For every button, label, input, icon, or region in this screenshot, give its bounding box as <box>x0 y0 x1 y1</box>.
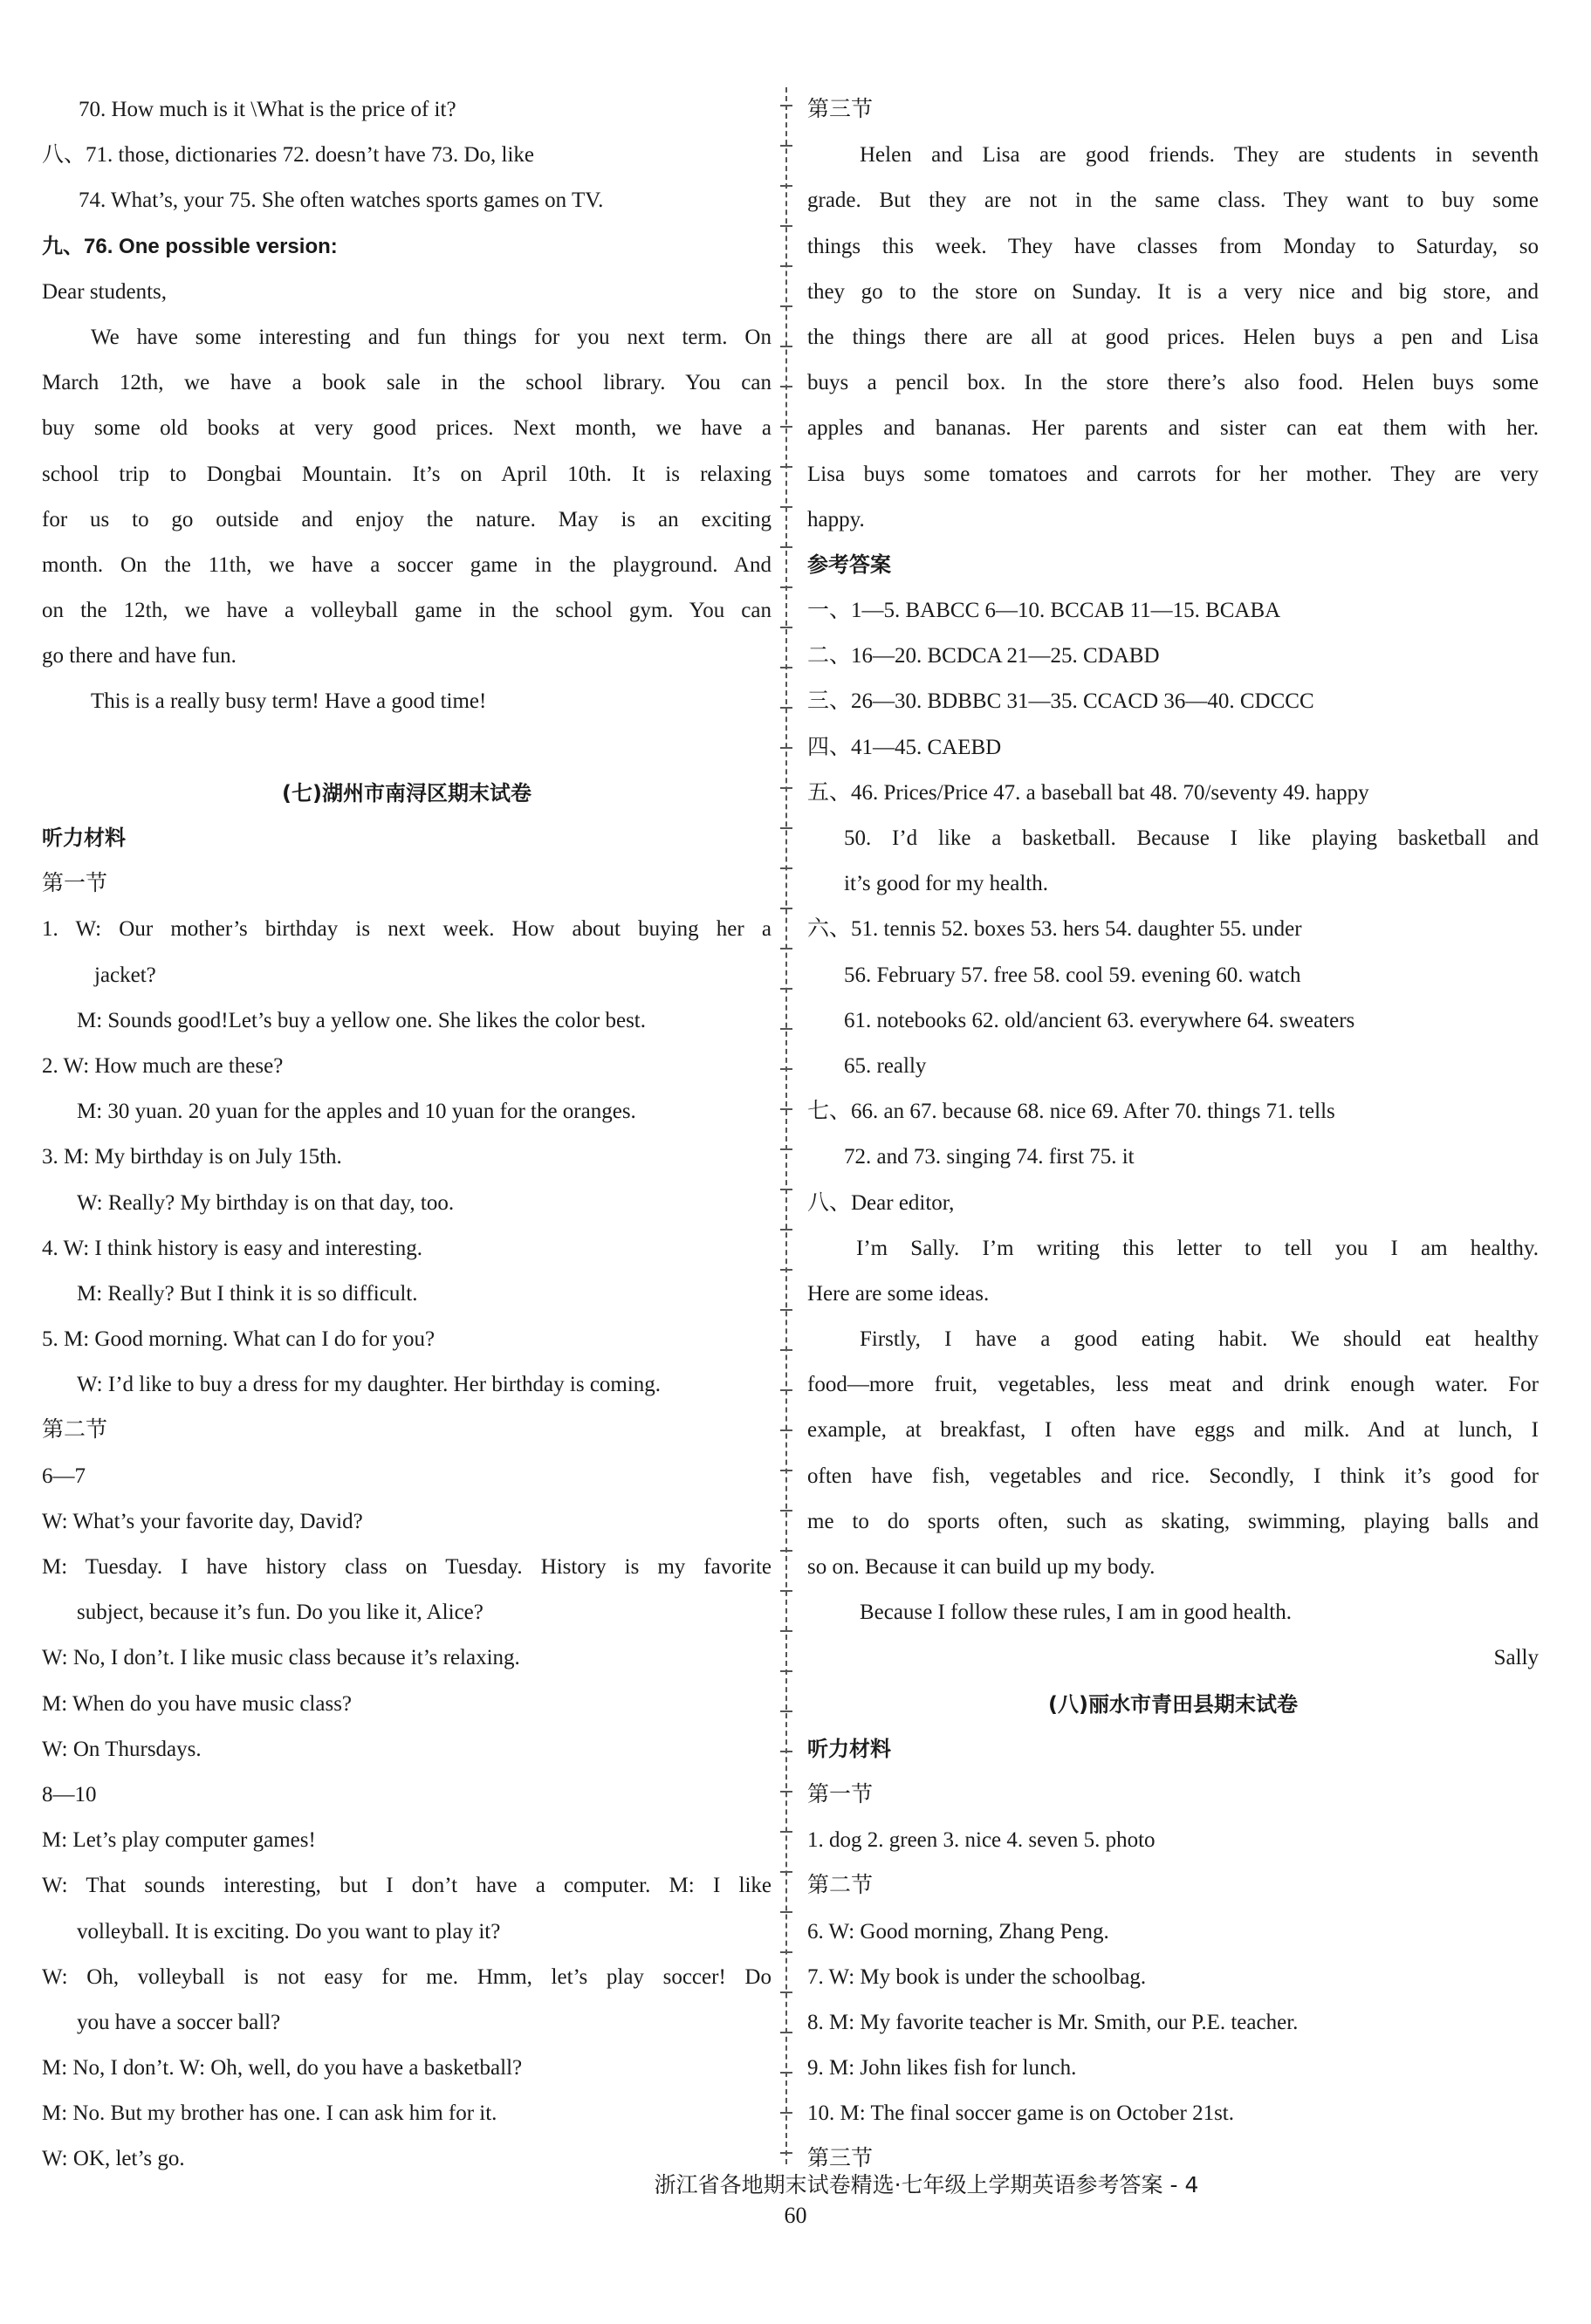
text-line: buy some old books at very good prices. Next month, we have a <box>42 416 771 441</box>
divider-tick <box>780 948 792 949</box>
text-line: W: Really? My birthday is on that day, too. <box>77 1190 455 1215</box>
text-line: Lisa buys some tomatoes and carrots for her mother. They are very <box>807 462 1539 486</box>
text-line: 4. W: I think history is easy and interesting. <box>42 1236 423 1260</box>
divider-tick <box>780 1349 792 1351</box>
divider-tick <box>780 988 792 990</box>
text-line: you have a soccer ball? <box>77 2010 281 2034</box>
divider-tick <box>780 105 792 106</box>
text-line: apples and bananas. Her parents and sister can eat them with her. <box>807 416 1539 441</box>
text-line: often have fish, vegetables and rice. Secondly, I think it’s good for <box>807 1464 1539 1488</box>
text-line: so on. Because it can build up my body. <box>807 1555 1156 1579</box>
text-line: 八、71. those, dictionaries 72. doesn’t have 73. Do, like <box>42 143 535 168</box>
divider-tick <box>780 1710 792 1712</box>
text-line: M: Sounds good!Let’s buy a yellow one. She likes the color best. <box>77 1008 647 1032</box>
text-line: 五、46. Prices/Price 47. a baseball bat 48. 70/seventy 49. happy <box>807 780 1369 805</box>
divider-tick <box>780 1751 792 1752</box>
text-line: 3. M: My birthday is on July 15th. <box>42 1145 342 1169</box>
divider-tick <box>780 867 792 869</box>
divider-tick <box>780 1951 792 1953</box>
text-line: 72. and 73. singing 74. first 75. it <box>844 1145 1135 1169</box>
divider-tick <box>780 466 792 468</box>
text-line: the things there are all at good prices. Helen buys a pen and Lisa <box>807 325 1539 349</box>
text-line: on the 12th, we have a volleyball game in the school gym. You can <box>42 599 771 623</box>
text-line: W: On Thursdays. <box>42 1737 202 1761</box>
divider-tick <box>780 1269 792 1271</box>
divider-tick <box>780 908 792 909</box>
text-line: school trip to Dongbai Mountain. It’s on April 10th. It is relaxing <box>42 462 771 486</box>
divider-tick <box>780 1831 792 1833</box>
divider-tick <box>780 2072 792 2074</box>
text-line: W: That sounds interesting, but I don’t have a computer. M: I like <box>42 1874 771 1898</box>
divider-tick <box>780 225 792 227</box>
text-line: month. On the 11th, we have a soccer game in the playground. And <box>42 552 771 577</box>
divider-tick <box>780 265 792 267</box>
text-line: 5. M: Good morning. What can I do for you? <box>42 1327 435 1352</box>
text-line: M: Tuesday. I have history class on Tuesday. History is my favorite <box>42 1555 771 1579</box>
text-line: W: I’d like to buy a dress for my daughter. Her birthday is coming. <box>77 1373 662 1397</box>
divider-tick <box>780 707 792 709</box>
divider-tick <box>780 667 792 668</box>
text-line: This is a really busy term! Have a good time! <box>91 689 487 714</box>
text-line: We have some interesting and fun things for you next term. On <box>91 325 771 349</box>
text-line: 听力材料 <box>807 1737 891 1761</box>
text-line: 第一节 <box>807 1782 874 1806</box>
divider-tick <box>780 1429 792 1431</box>
text-line: 65. really <box>844 1053 927 1078</box>
divider-tick <box>780 346 792 347</box>
divider-tick <box>780 1992 792 1993</box>
text-line: food—more fruit, vegetables, less meat and drink enough water. For <box>807 1373 1539 1397</box>
text-line: happy. <box>807 507 865 531</box>
right-column <box>807 87 1539 2183</box>
text-line: 6. W: Good morning, Zhang Peng. <box>807 1919 1109 1944</box>
divider-tick <box>780 787 792 789</box>
divider-tick <box>780 2152 792 2154</box>
text-line: 6—7 <box>42 1464 86 1488</box>
text-line: 参考答案 <box>807 552 891 577</box>
divider-tick <box>780 386 792 387</box>
divider-tick <box>780 1630 792 1632</box>
text-line: go there and have fun. <box>42 644 237 668</box>
text-line: 7. W: My book is under the schoolbag. <box>807 1964 1147 1989</box>
text-line: Here are some ideas. <box>807 1281 990 1306</box>
text-line: 2. W: How much are these? <box>42 1053 284 1078</box>
text-line: Helen and Lisa are good friends. They are students in seventh <box>860 143 1539 168</box>
page-number: 60 <box>784 2203 807 2228</box>
divider-tick <box>780 2112 792 2114</box>
divider-tick <box>780 627 792 628</box>
divider-tick <box>780 1309 792 1311</box>
divider-tick <box>780 426 792 428</box>
text-line: buys a pencil box. In the store there’s also food. Helen buys some <box>807 371 1539 395</box>
text-line: M: Let’s play computer games! <box>42 1828 316 1853</box>
text-line: M: No. But my brother has one. I can ask him for it. <box>42 2101 497 2126</box>
text-line: they go to the store on Sunday. It is a very nice and big store, and <box>807 279 1539 304</box>
text-line: W: What’s your favorite day, David? <box>42 1509 363 1533</box>
section-heading: (七)湖州市南浔区期末试卷 <box>282 780 531 806</box>
text-line: 六、51. tennis 52. boxes 53. hers 54. daughter 55. under <box>807 917 1302 942</box>
text-line: 一、1—5. BABCC 6—10. BCCAB 11—15. BCABA <box>807 599 1281 623</box>
divider-tick <box>780 506 792 508</box>
text-line: 四、41—45. CAEBD <box>807 735 1002 759</box>
text-line: 56. February 57. free 58. cool 59. evening 60. watch <box>844 963 1301 987</box>
section-heading: (八)丽水市青田县期末试卷 <box>1048 1691 1298 1717</box>
divider-tick <box>780 586 792 588</box>
divider-tick <box>780 1670 792 1672</box>
footer-title: 浙江省各地期末试卷精选·七年级上学期英语参考答案 - 4 <box>654 2172 1199 2197</box>
text-line: subject, because it’s fun. Do you like it, Alice? <box>77 1601 483 1625</box>
divider-tick <box>780 1389 792 1391</box>
column-divider <box>785 87 787 2164</box>
text-line: 三、26—30. BDBBC 31—35. CCACD 36—40. CDCCC <box>807 689 1314 714</box>
left-column <box>42 87 771 2183</box>
divider-tick <box>780 1550 792 1552</box>
text-line: it’s good for my health. <box>844 872 1048 896</box>
divider-tick <box>780 747 792 749</box>
text-line: 1. W: Our mother’s birthday is next week. How about buying her a <box>42 917 771 942</box>
text-line: 74. What’s, your 75. She often watches sports games on TV. <box>79 189 604 213</box>
text-line: 第二节 <box>42 1418 108 1443</box>
text-line: Because I follow these rules, I am in good health. <box>860 1601 1292 1625</box>
text-line: for us to go outside and enjoy the nature. May is an exciting <box>42 507 771 531</box>
divider-tick <box>780 1148 792 1150</box>
text-line: 70. How much is it \What is the price of it? <box>79 98 456 121</box>
text-line: 七、66. an 67. because 68. nice 69. After 70. things 71. tells <box>807 1100 1335 1124</box>
text-line: 听力材料 <box>42 826 126 850</box>
divider-tick <box>780 1068 792 1070</box>
text-line: W: Oh, volleyball is not easy for me. Hmm, let’s play soccer! Do <box>42 1964 771 1989</box>
text-line: example, at breakfast, I often have eggs and milk. And at lunch, I <box>807 1418 1539 1443</box>
text-line: 1. dog 2. green 3. nice 4. seven 5. photo <box>807 1828 1156 1853</box>
divider-tick <box>780 1911 792 1913</box>
text-line: W: OK, let’s go. <box>42 2147 185 2171</box>
page-footer <box>0 2168 1591 2229</box>
text-line: M: When do you have music class? <box>42 1691 353 1716</box>
divider-tick <box>780 305 792 307</box>
divider-tick <box>780 1590 792 1592</box>
text-line: 九、76. One possible version: <box>42 234 338 258</box>
text-line: Dear students, <box>42 279 168 304</box>
text-line: 八、Dear editor, <box>807 1190 955 1215</box>
text-line <box>42 725 771 771</box>
text-line: Firstly, I have a good eating habit. We should eat healthy <box>860 1327 1539 1352</box>
text-line: M: No, I don’t. W: Oh, well, do you have a basketball? <box>42 2056 523 2081</box>
text-line: 第二节 <box>807 1874 874 1898</box>
divider-tick <box>780 1189 792 1190</box>
divider-tick <box>780 1510 792 1512</box>
divider-tick <box>780 827 792 829</box>
text-line: 10. M: The final soccer game is on October 21st. <box>807 2101 1235 2126</box>
text-line: volleyball. It is exciting. Do you want to play it? <box>77 1919 501 1944</box>
text-line: 第三节 <box>807 2147 874 2171</box>
divider-tick <box>780 185 792 187</box>
text-line: me to do sports often, such as skating, swimming, playing balls and <box>807 1509 1539 1533</box>
text-line: W: No, I don’t. I like music class because it’s relaxing. <box>42 1646 520 1670</box>
divider-tick <box>780 546 792 548</box>
text-line: I’m Sally. I’m writing this letter to tell you I am healthy. <box>856 1236 1539 1260</box>
divider-tick <box>780 1791 792 1793</box>
divider-tick <box>780 1871 792 1873</box>
text-line: 8. M: My favorite teacher is Mr. Smith, our P.E. teacher. <box>807 2010 1299 2034</box>
text-line: grade. But they are not in the same class. They want to buy some <box>807 189 1539 213</box>
text-line: 9. M: John likes fish for lunch. <box>807 2056 1077 2081</box>
text-line: things this week. They have classes from Monday to Saturday, so <box>807 234 1539 258</box>
text-line: jacket? <box>94 963 156 987</box>
text-line: M: 30 yuan. 20 yuan for the apples and 10 yuan for the oranges. <box>77 1100 636 1124</box>
divider-tick <box>780 145 792 147</box>
divider-tick <box>780 1470 792 1471</box>
divider-tick <box>780 1108 792 1110</box>
text-line: 50. I’d like a basketball. Because I like playing basketball and <box>844 826 1539 850</box>
divider-tick <box>780 1028 792 1030</box>
divider-tick <box>780 1229 792 1231</box>
text-line: M: Really? But I think it is so difficult. <box>77 1281 418 1306</box>
text-line: 8—10 <box>42 1782 97 1806</box>
text-line: 第三节 <box>807 98 874 121</box>
divider-tick <box>780 2032 792 2033</box>
text-line: March 12th, we have a book sale in the school library. You can <box>42 371 771 395</box>
text-line: 61. notebooks 62. old/ancient 63. everywhere 64. sweaters <box>844 1008 1355 1032</box>
text-line: 第一节 <box>42 872 108 896</box>
text-line: 二、16—20. BCDCA 21—25. CDABD <box>807 644 1160 668</box>
text-line: Sally <box>1493 1646 1539 1670</box>
